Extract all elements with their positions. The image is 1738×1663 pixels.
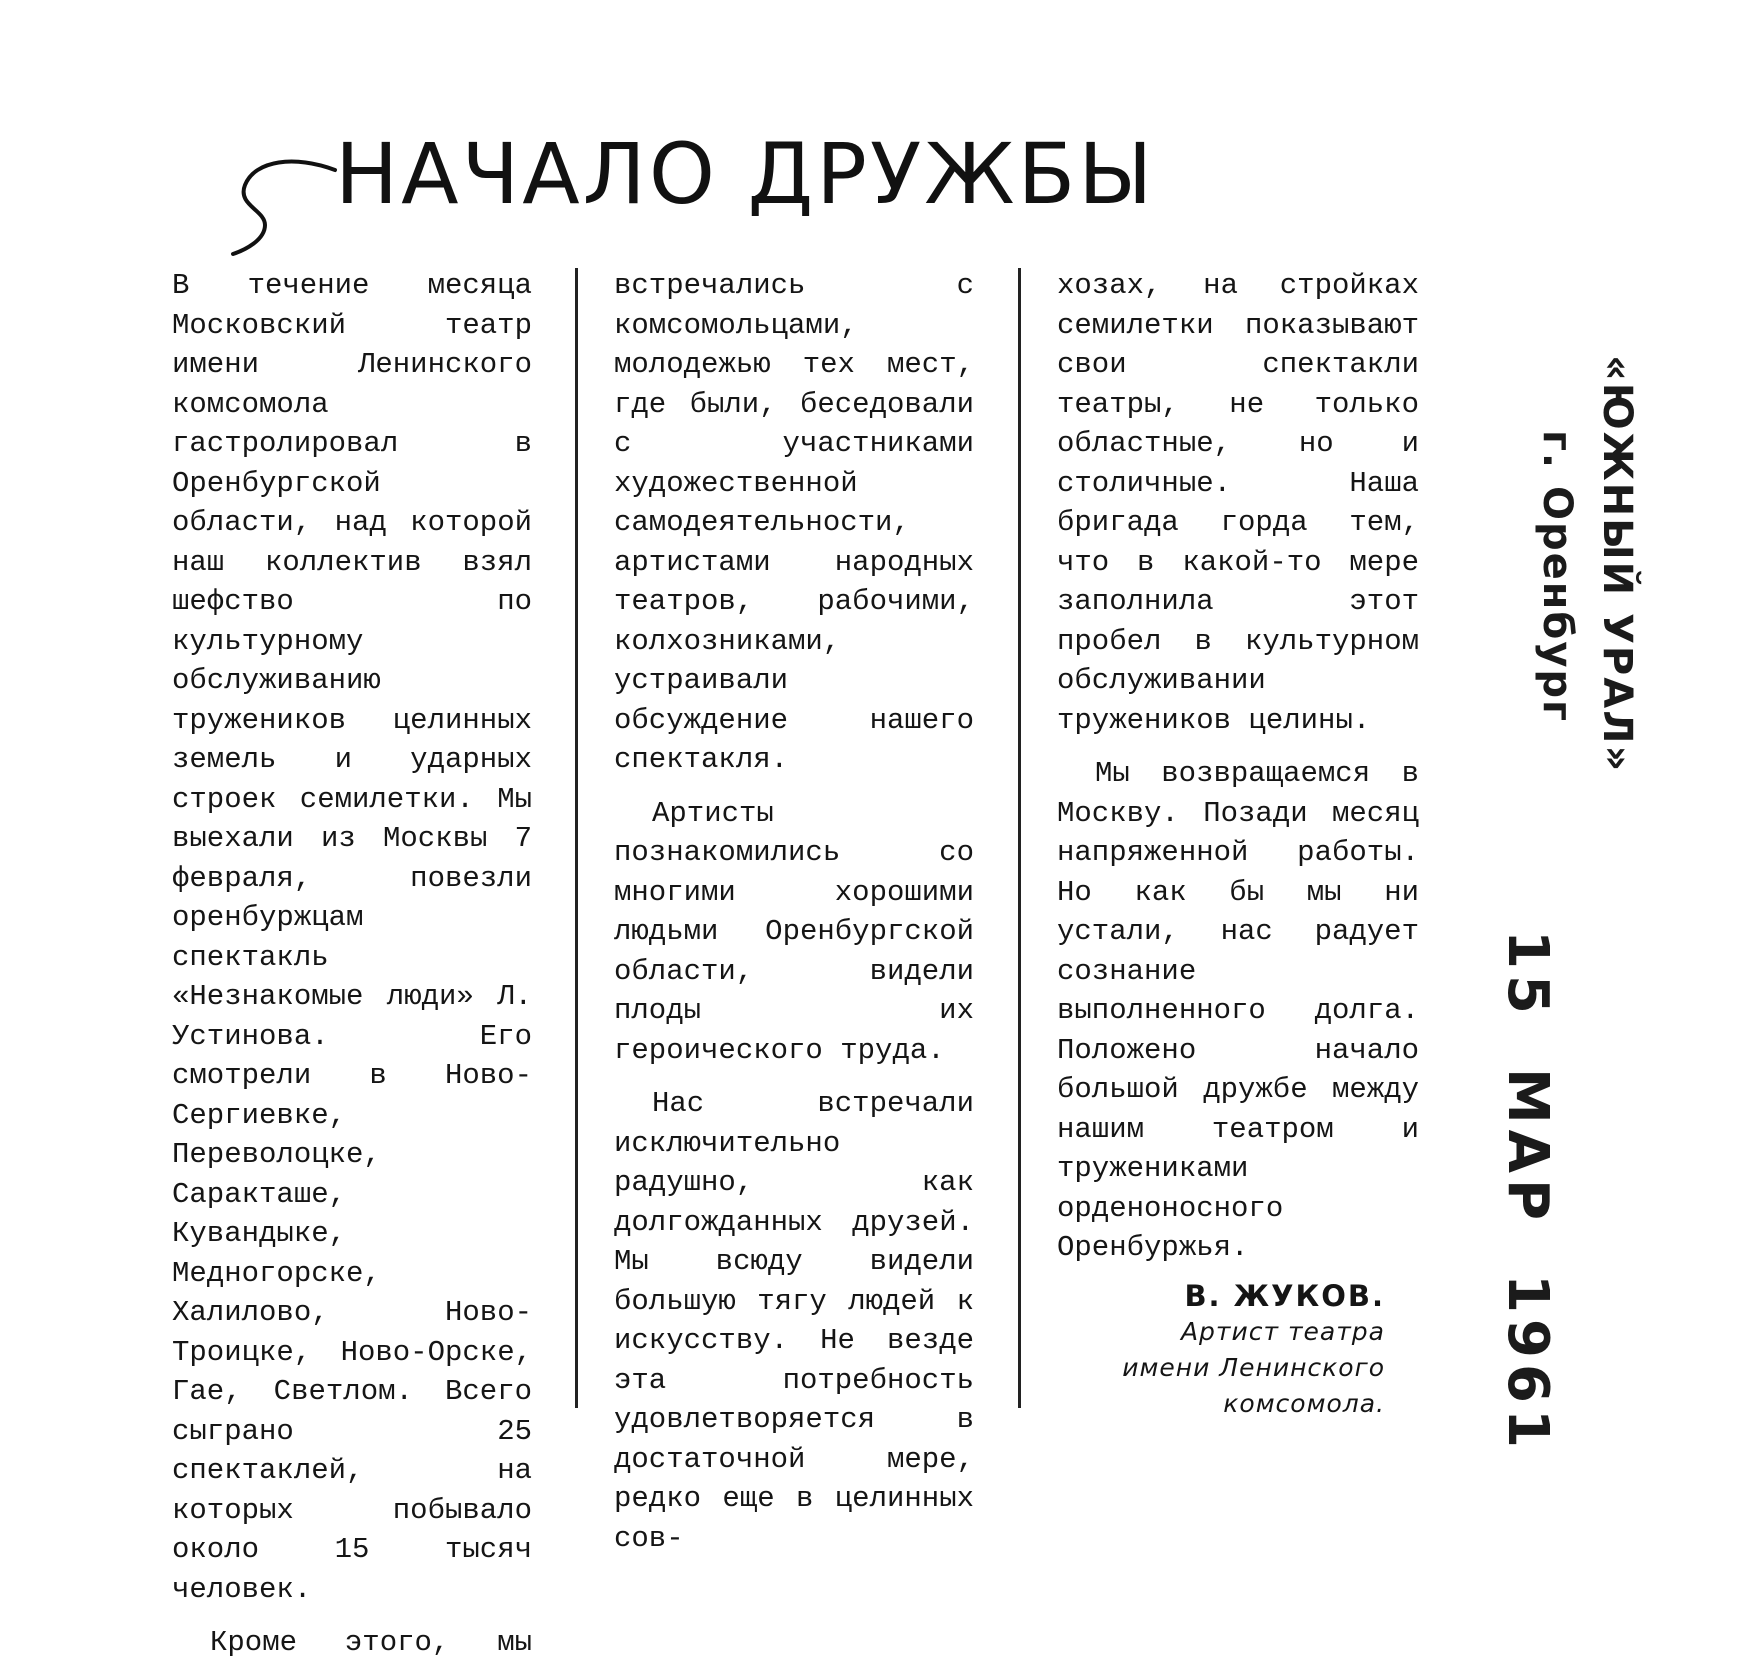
column-divider [1018,268,1021,1408]
article-column-1 [172,266,532,1663]
date-day: 15 [1495,930,1560,1020]
author-name: В. ЖУКОВ. [1184,1279,1385,1313]
author-role-line-1: Артист театра [1180,1317,1385,1346]
paragraph-3: Артисты познакомились со многими хорошими людьми Оренбургской области, видели плоды их героического труда. [614,796,974,1067]
date-year: 1961 [1495,1274,1560,1454]
author-signature [1040,1278,1385,1422]
newspaper-name-stamp: «ЮЖНЫЙ УРАЛ» [1594,355,1640,774]
author-role-line-3: комсомола. [1223,1389,1385,1418]
author-role-line-2: имени Ленинского [1122,1353,1385,1382]
paragraph-2-start: Кроме этого, мы [210,1626,532,1659]
column-divider [575,268,578,1408]
article-title: НАЧАЛО ДРУЖБЫ [335,125,1156,223]
article-column-3 [1057,266,1419,1268]
paragraph-2-continued: встречались с комсомольцами, молодежью тех мест, где были, беседовали с участниками художественной самодеятельности, артистами народных театров, рабочими, колхозниками, устраивали обсуждение нашего спектакля. [614,269,974,776]
paragraph-5: Мы возвращаемся в Москву. Позади месяц напряженной работы. Но как бы мы ни устали, нас радует сознание выполненного долга. Положено начало большой дружбе между нашим театром и тружениками орденоносного Оренбуржья. [1057,757,1419,1264]
paragraph-1: В течение месяца Московский театр имени Ленинского комсомола гастролировал в Оренбургской области, над которой наш коллектив взял шефство по культурному обслуживанию тружеников целинных земель и ударных строек семилетки. Мы выехали из Москвы 7 февраля, повезли оренбуржцам спектакль «Незнакомые люди» Л. Устинова. Его смотрели в Ново-Сергиевке, Переволоцке, Саракташе, Кувандыке, Медногорске, Халилово, Ново-Троицке, Ново-Орске, Гае, Светлом. Всего сыграно 25 спектаклей, на которых побывало около 15 тысяч человек. [172,269,532,1606]
article-column-2 [614,266,974,1558]
paragraph-4-continued: хозах, на стройках семилетки показывают свои спектакли театры, не только областные, но и столичные. Наша бригада горда тем, что в какой-то мере заполнила этот пробел в культурном обслуживании тружеников целины. [1057,269,1419,737]
paragraph-4-start: Нас встречали исключительно радушно, как долгожданных друзей. Мы всюду видели большую тягу людей к искусству. Не везде эта потребность удовлетворяется в достаточной мере, редко еще в целинных сов- [614,1087,974,1555]
date-month: МАР [1495,1067,1560,1227]
city-stamp: г. Оренбург [1534,430,1580,723]
headline-swash-ornament [225,150,345,260]
